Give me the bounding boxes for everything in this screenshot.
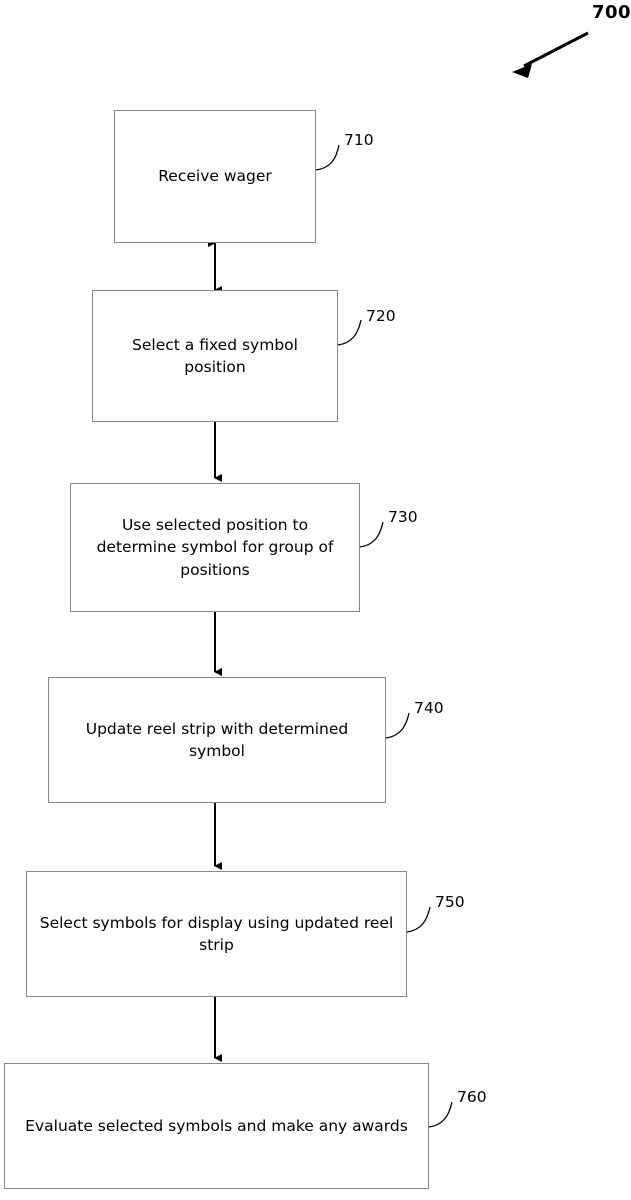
flow-node-710-label: Receive wager	[158, 167, 272, 186]
flow-node-710[interactable]	[114, 110, 316, 243]
flow-node-760[interactable]	[4, 1063, 429, 1189]
flow-node-740-label: Update reel strip with determined symbol	[85, 719, 349, 760]
flow-node-710-ref: 710	[344, 131, 374, 149]
flow-node-720[interactable]	[92, 290, 338, 422]
figure-number-label: 700	[592, 2, 631, 23]
flow-node-750-ref: 750	[435, 893, 465, 911]
flow-node-760-label: Evaluate selected symbols and make any awards	[25, 1116, 408, 1135]
flow-node-730-label: Use selected position to determine symbol for group of positions	[96, 515, 334, 579]
flow-node-730[interactable]	[70, 483, 360, 612]
flow-node-720-ref: 720	[366, 307, 396, 325]
flow-node-750[interactable]	[26, 871, 407, 997]
flow-node-740[interactable]	[48, 677, 386, 803]
flow-node-730-ref: 730	[388, 508, 418, 526]
flow-node-740-ref: 740	[414, 699, 444, 717]
flow-node-750-label: Select symbols for display using updated reel strip	[39, 913, 394, 954]
flow-node-760-ref: 760	[457, 1088, 487, 1106]
flow-node-720-label: Select a fixed symbol position	[132, 335, 298, 376]
